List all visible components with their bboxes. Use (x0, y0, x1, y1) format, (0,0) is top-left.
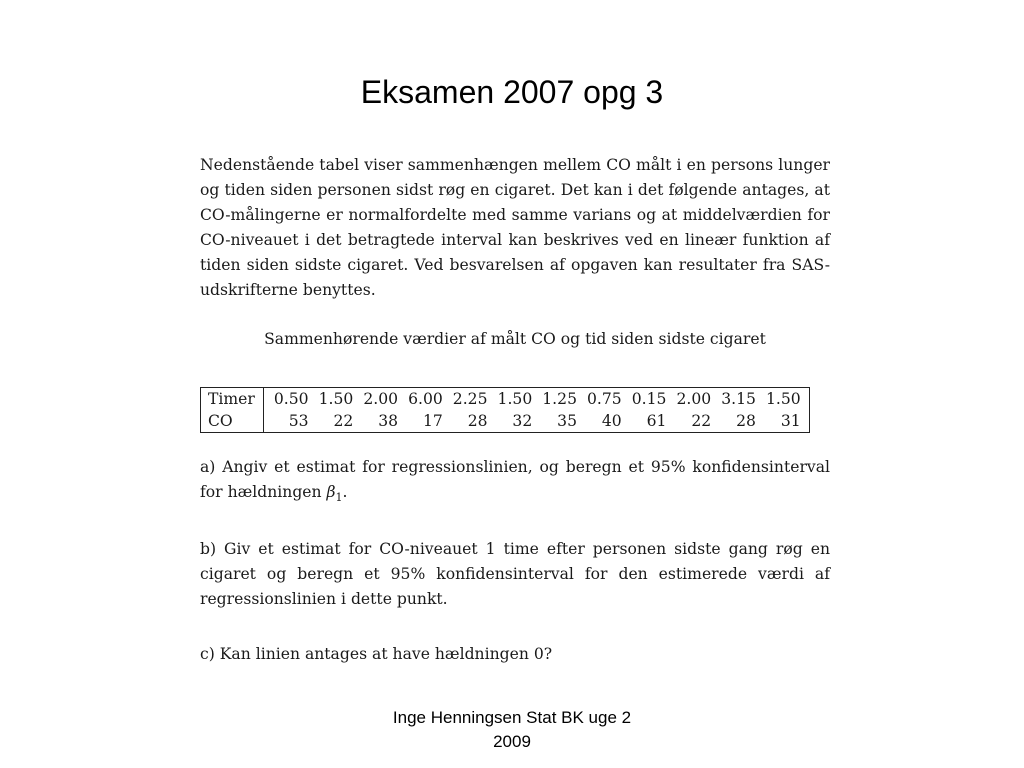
row-label-co: CO (201, 410, 264, 433)
timer-cell: 2.00 (676, 390, 712, 408)
timer-cell: 1.25 (542, 390, 577, 408)
co-cell: 38 (378, 412, 399, 430)
footer-line-2: 2009 (493, 732, 531, 751)
co-cell: 31 (780, 412, 801, 430)
intro-paragraph: Nedenstående tabel viser sammenhængen mellem CO målt i en persons lunger og tiden siden personen sidst røg en cigaret. Det kan i det følgende antages, at CO-målingerne er normalfordelte med samme varians og at middelværdien for CO-niveauet i det betragtede interval kan beskrives ved en lineær funktion af tiden siden sidste cigaret. Ved besvarelsen af opgaven kan resultater fra SAS-udskrifterne benyttes. (200, 156, 830, 299)
footer-line-1: Inge Henningsen Stat BK uge 2 (392, 708, 632, 727)
co-cell: 40 (601, 412, 622, 430)
question-c: c) Kan linien antages at have hældningen 0? (200, 645, 553, 663)
data-table (200, 387, 810, 433)
timer-cell: 0.75 (587, 390, 622, 408)
co-cell: 28 (736, 412, 756, 430)
slide-title: Eksamen 2007 opg 3 (360, 74, 664, 110)
timer-cell: 1.50 (765, 390, 801, 408)
row-label-timer: Timer (201, 388, 264, 411)
question-a: a) Angiv et estimat for regressionslinien, og beregn et 95% konfidensinterval for hældningen $\beta_1$. (200, 458, 830, 505)
timer-cell: 0.15 (631, 390, 667, 408)
co-cell: 32 (512, 412, 533, 430)
timer-cell: 1.50 (318, 390, 354, 408)
timer-cell: 2.25 (452, 390, 488, 408)
table-row-co (201, 410, 810, 433)
timer-cell: 2.00 (363, 390, 399, 408)
co-cell: 28 (467, 412, 488, 430)
co-cell: 53 (288, 412, 309, 430)
timer-cell: 3.15 (721, 390, 756, 408)
co-cell: 22 (333, 412, 354, 430)
question-a-text: a) Angiv et estimat for regressionslinien, og beregn et 95% konfidensinterval for hældningen (200, 458, 830, 501)
timer-cell: 0.50 (273, 390, 309, 408)
question-b: b) Giv et estimat for CO-niveauet 1 time efter personen sidste gang røg en cigaret og beregn et 95% konfidensinterval for den estimerede værdi af regressionslinien i dette punkt. (200, 540, 830, 608)
exercise-content (200, 153, 830, 663)
timer-cell: 6.00 (408, 390, 443, 408)
table-row-timer (201, 388, 810, 411)
table-caption: Sammenhørende værdier af målt CO og tid siden sidste cigaret (264, 330, 766, 348)
timer-cell: 1.50 (497, 390, 533, 408)
slide-footer (312, 706, 712, 754)
beta-symbol: $\beta_1$ (326, 483, 343, 505)
co-cell: 17 (422, 412, 443, 430)
co-cell: 35 (557, 412, 577, 430)
co-cell: 22 (691, 412, 712, 430)
co-cell: 61 (646, 412, 667, 430)
